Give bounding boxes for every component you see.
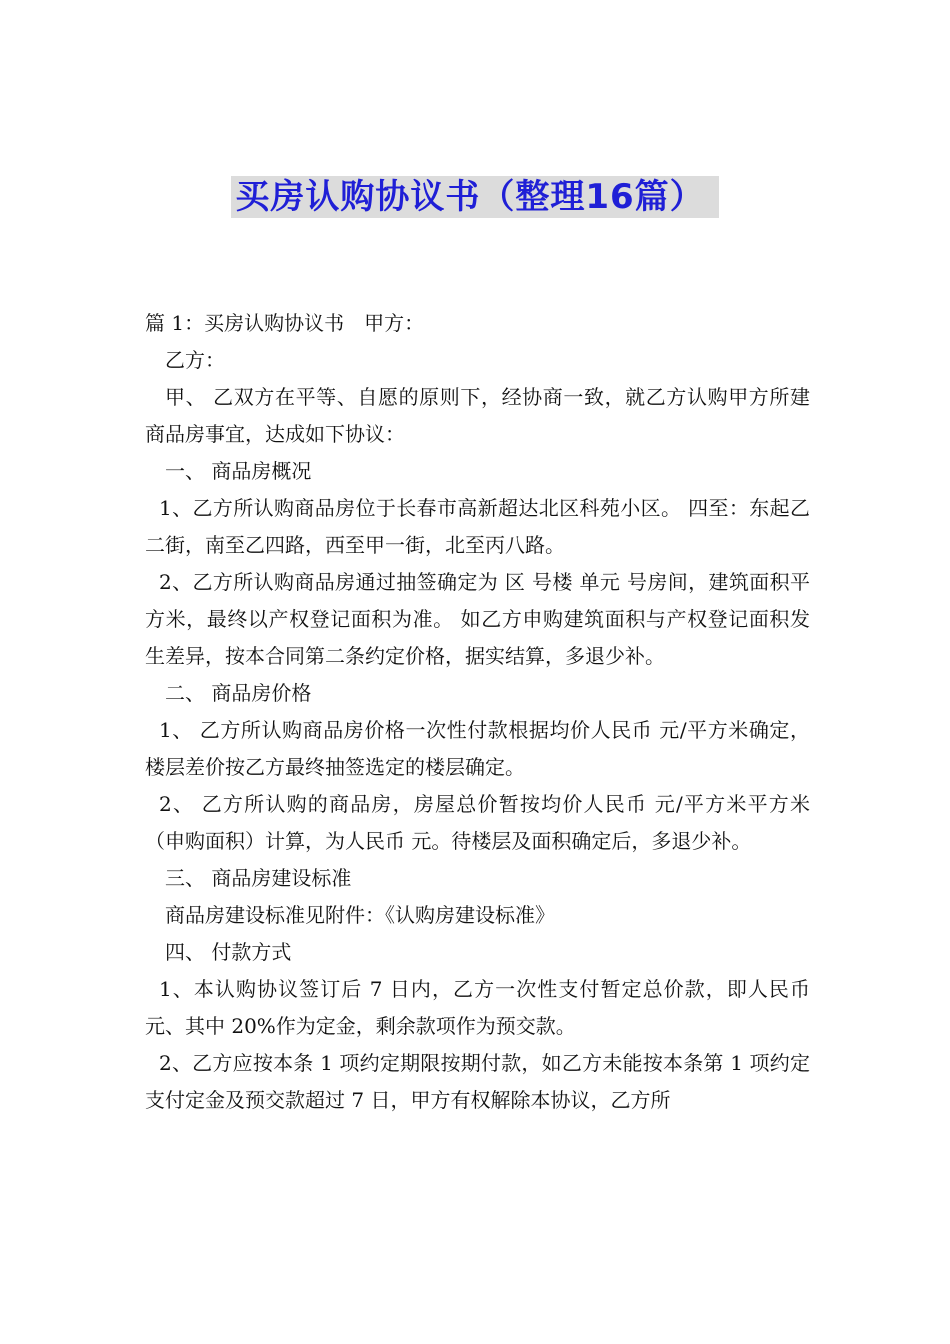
paragraph: 商品房建设标准见附件：《认购房建设标准》: [165, 903, 555, 927]
title-container: [0, 176, 950, 218]
paragraph: 2、乙方所认购商品房通过抽签确定为 区 号楼 单元 号房间，建筑面积平方米，最终以产权登记面积为准。 如乙方申购建筑面积与产权登记面积发生差异，按本合同第二条约定价格，据实结算，多退少补。: [145, 570, 810, 668]
document-title: 买房认购协议书（整理16篇）: [231, 176, 718, 218]
paragraph: 2、乙方应按本条 1 项约定期限按期付款，如乙方未能按本条第 1 项约定支付定金及预交款超过 7 日，甲方有权解除本协议，乙方所: [145, 1051, 810, 1112]
section-heading: 三、 商品房建设标准: [165, 866, 352, 890]
paragraph: 乙方：: [165, 348, 225, 372]
paragraph: 篇 1：买房认购协议书 甲方：: [145, 311, 425, 335]
paragraph: 1、乙方所认购商品房位于长春市高新超达北区科苑小区。 四至：东起乙二街，南至乙四路，西至甲一街，北至丙八路。: [145, 496, 810, 557]
paragraph: 1、本认购协议签订后 7 日内，乙方一次性支付暂定总价款，即人民币 元、其中 20%作为定金，剩余款项作为预交款。: [145, 977, 810, 1038]
section-heading: 二、 商品房价格: [165, 681, 312, 705]
paragraph: 甲、 乙双方在平等、自愿的原则下，经协商一致，就乙方认购甲方所建商品房事宜，达成如下协议：: [145, 385, 810, 446]
paragraph: 1、 乙方所认购商品房价格一次性付款根据均价人民币 元/平方米确定，楼层差价按乙方最终抽签选定的楼层确定。: [145, 718, 810, 779]
section-heading: 四、 付款方式: [165, 940, 292, 964]
section-heading: 一、 商品房概况: [165, 459, 312, 483]
document-body: [145, 305, 810, 1119]
paragraph: 2、 乙方所认购的商品房，房屋总价暂按均价人民币 元/平方米平方米（申购面积）计算，为人民币 元。待楼层及面积确定后，多退少补。: [145, 792, 810, 853]
